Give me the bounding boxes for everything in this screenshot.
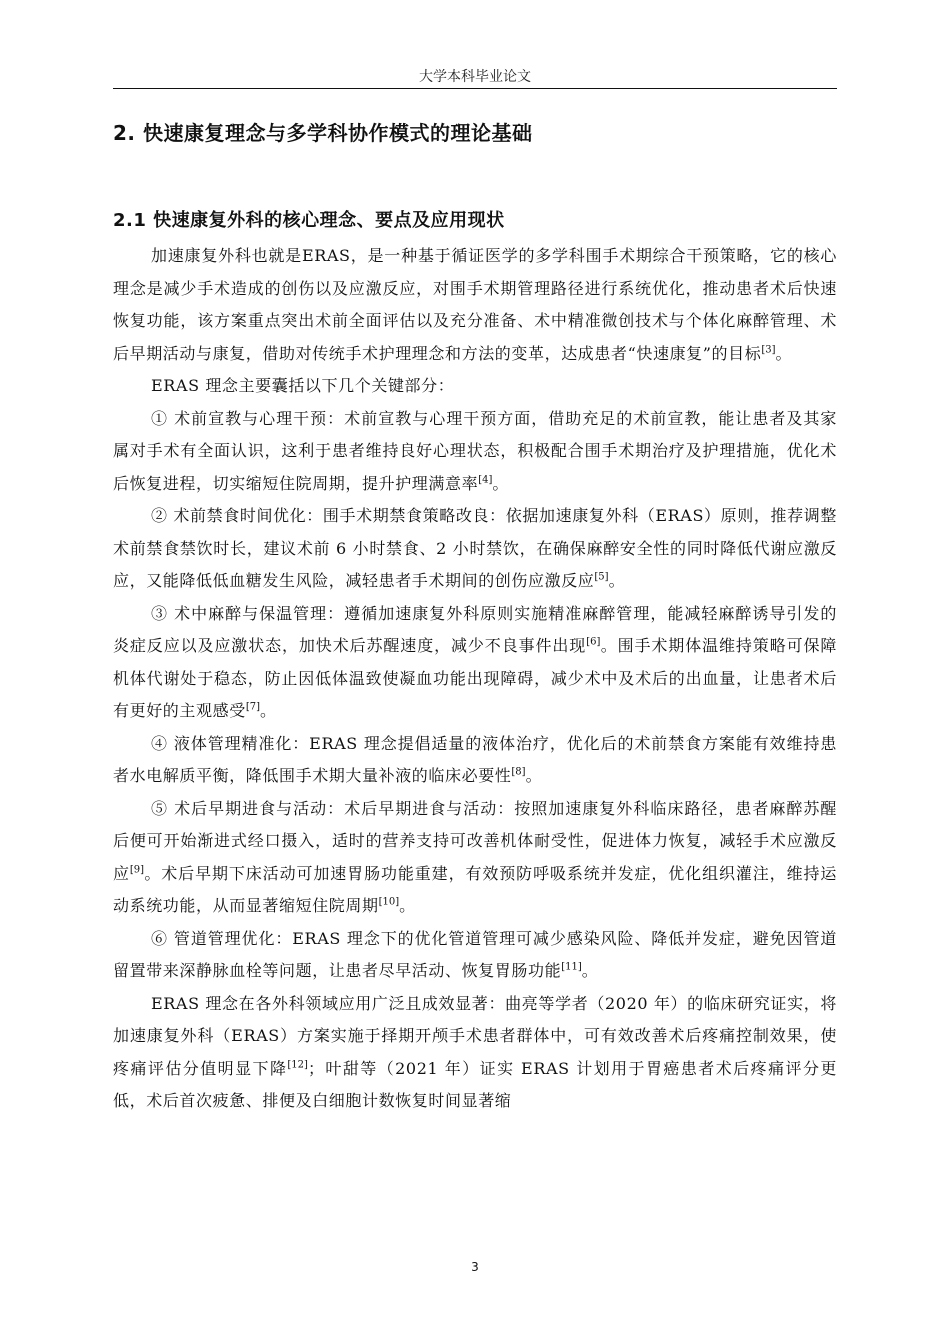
page-number: 3 bbox=[471, 1260, 479, 1274]
paragraph: ② 术前禁食时间优化：围手术期禁食策略改良：依据加速康复外科（ERAS）原则，推荐调整术前禁食禁饮时长，建议术前 6 小时禁食、2 小时禁饮，在确保麻醉安全性的同时降低代谢应激反应，又能降低低血糖发生风险，减轻患者手术期间的创伤应激反应[5]。 bbox=[113, 506, 837, 590]
page-header: 大学本科毕业论文 bbox=[419, 69, 531, 85]
paragraph: ⑤ 术后早期进食与活动：术后早期进食与活动：按照加速康复外科临床路径，患者麻醉苏醒后便可开始渐进式经口摄入，适时的营养支持可改善机体耐受性，促进体力恢复，减轻手术应激反应[9]。术后早期下床活动可加速胃肠功能重建，有效预防呼吸系统并发症，优化组织灌注，维持运动系统功能，从而显著缩短住院周期[10]。 bbox=[113, 798, 837, 915]
paragraph: ④ 液体管理精准化：ERAS 理念提倡适量的液体治疗，优化后的术前禁食方案能有效维持患者水电解质平衡，降低围手术期大量补液的临床必要性[8]。 bbox=[113, 733, 837, 785]
paragraph: ERAS 理念主要囊括以下几个关键部分： bbox=[151, 376, 455, 395]
paragraph: ERAS 理念在各外科领域应用广泛且成效显著：曲亮等学者（2020 年）的临床研究证实，将加速康复外科（ERAS）方案实施于择期开颅手术患者群体中，可有效改善术后疼痛控制效果，使疼痛评估分值明显下降[12]；叶甜等（2021 年）证实 ERAS 计划用于胃癌患者术后疼痛评分更低，术后首次疲惫、排便及白细胞计数恢复时间显著缩 bbox=[113, 993, 837, 1110]
header-rule bbox=[113, 88, 837, 89]
paragraph: ③ 术中麻醉与保温管理：遵循加速康复外科原则实施精准麻醉管理，能减轻麻醉诱导引发的炎症反应以及应激状态，加快术后苏醒速度，减少不良事件出现[6]。围手术期体温维持策略可保障机体代谢处于稳态，防止因低体温致使凝血功能出现障碍，减少术中及术后的出血量，让患者术后有更好的主观感受[7]。 bbox=[113, 603, 837, 720]
paragraph: ⑥ 管道管理优化：ERAS 理念下的优化管道管理可减少感染风险、降低并发症，避免因管道留置带来深静脉血栓等问题，让患者尽早活动、恢复胃肠功能[11]。 bbox=[113, 928, 837, 980]
section-title: 2.1 快速康复外科的核心理念、要点及应用现状 bbox=[113, 210, 505, 231]
paragraph: ① 术前宣教与心理干预：术前宣教与心理干预方面，借助充足的术前宣教，能让患者及其家属对手术有全面认识，这利于患者维持良好心理状态，积极配合围手术期治疗及护理措施，优化术后恢复进程，切实缩短住院周期，提升护理满意率[4]。 bbox=[113, 408, 837, 493]
body-text bbox=[113, 240, 837, 1118]
paragraph: 加速康复外科也就是ERAS，是一种基于循证医学的多学科围手术期综合干预策略，它的核心理念是减少手术造成的创伤以及应激反应，对围手术期管理路径进行系统优化，推动患者术后快速恢复功能，该方案重点突出术前全面评估以及充分准备、术中精准微创技术与个体化麻醉管理、术后早期活动与康复，借助对传统手术护理理念和方法的变革，达成患者“快速康复”的目标[3]。 bbox=[113, 246, 837, 363]
chapter-title: 2. 快速康复理念与多学科协作模式的理论基础 bbox=[113, 121, 533, 145]
